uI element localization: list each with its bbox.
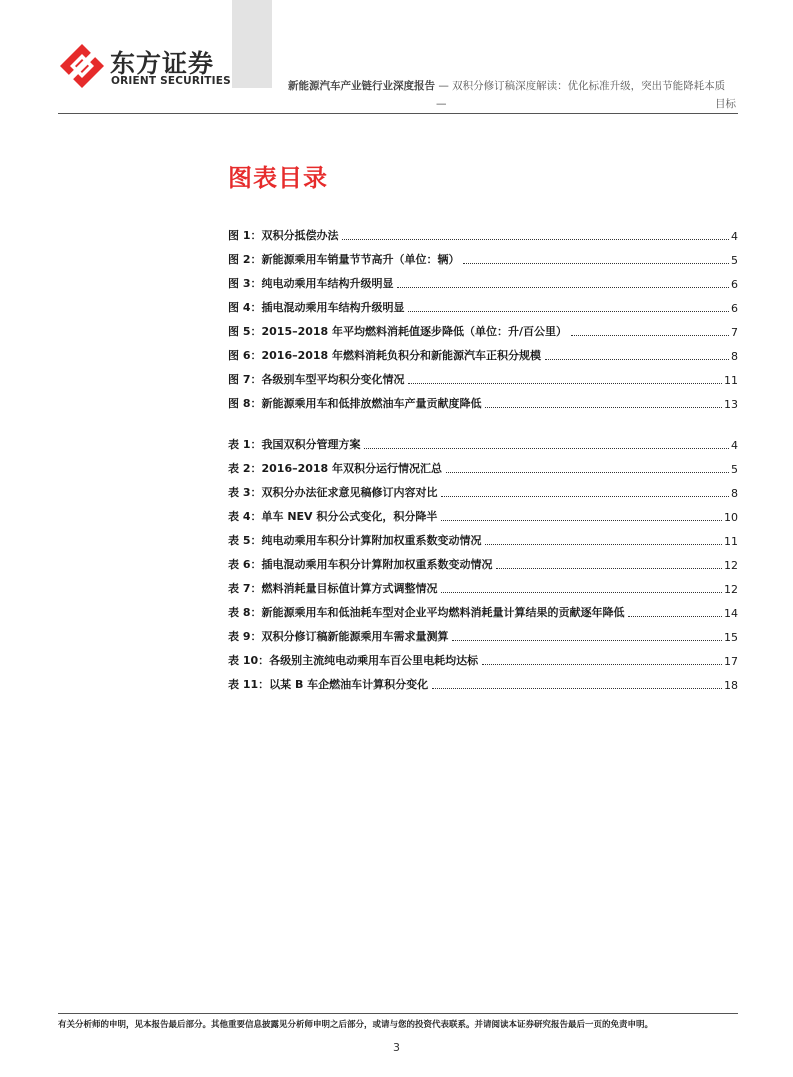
brand-name-en: ORIENT SECURITIES <box>111 75 231 87</box>
toc-entry[interactable] <box>228 267 738 291</box>
toc-dot-leader <box>485 406 722 408</box>
table-list <box>228 428 738 692</box>
report-subtitle-dash: — <box>436 98 447 110</box>
toc-dot-leader <box>446 471 729 473</box>
toc-dot-leader <box>397 286 729 288</box>
toc-entry-page: 5 <box>731 463 738 476</box>
toc-title: 图表目录 <box>228 164 328 192</box>
toc-entry-page: 14 <box>724 607 738 620</box>
toc-entry-page: 15 <box>724 631 738 644</box>
toc-entry-page: 17 <box>724 655 738 668</box>
toc-dot-leader <box>545 358 729 360</box>
toc-entry-label: 表 3：双积分办法征求意见稿修订内容对比 <box>228 486 438 499</box>
toc-entry-page: 11 <box>724 374 738 387</box>
toc-entry[interactable] <box>228 644 738 668</box>
footer-divider <box>58 1013 738 1014</box>
report-subtitle-tail: 目标 <box>715 98 736 110</box>
toc-entry[interactable] <box>228 428 738 452</box>
toc-entry-label: 表 10：各级别主流纯电动乘用车百公里电耗均达标 <box>228 654 479 667</box>
toc-entry[interactable] <box>228 387 738 411</box>
toc-entry-label: 表 8：新能源乘用车和低油耗车型对企业平均燃料消耗量计算结果的贡献逐年降低 <box>228 606 625 619</box>
toc-entry-label: 图 2：新能源乘用车销量节节高升（单位：辆） <box>228 253 460 266</box>
toc-dot-leader <box>482 663 722 665</box>
report-header-line2 <box>288 96 738 113</box>
toc-entry-label: 表 2：2016–2018 年双积分运行情况汇总 <box>228 462 443 475</box>
toc-entry[interactable] <box>228 572 738 596</box>
toc-entry-page: 12 <box>724 583 738 596</box>
toc-entry[interactable] <box>228 548 738 572</box>
toc-entry-label: 表 4：单车 NEV 积分公式变化，积分降半 <box>228 510 438 523</box>
toc-dot-leader <box>452 639 722 641</box>
toc-entry-page: 10 <box>724 511 738 524</box>
toc-entry[interactable] <box>228 339 738 363</box>
toc-entry[interactable] <box>228 243 738 267</box>
toc-entry[interactable] <box>228 452 738 476</box>
toc-entry-page: 8 <box>731 487 738 500</box>
toc-entry-label: 表 11：以某 B 车企燃油车计算积分变化 <box>228 678 429 691</box>
toc-entry-label: 表 6：插电混动乘用车积分计算附加权重系数变动情况 <box>228 558 493 571</box>
toc-dot-leader <box>441 591 722 593</box>
toc-entry[interactable] <box>228 219 738 243</box>
header-gray-strip <box>232 0 272 88</box>
toc-entry[interactable] <box>228 620 738 644</box>
toc-dot-leader <box>496 567 722 569</box>
toc-dot-leader <box>441 519 722 521</box>
toc-entry-label: 图 3：纯电动乘用车结构升级明显 <box>228 277 394 290</box>
brand-name-cn: 东方证券 <box>110 49 215 78</box>
toc-entry-page: 6 <box>731 278 738 291</box>
page-number: 3 <box>393 1041 400 1054</box>
toc-dot-leader <box>342 238 729 240</box>
report-type: 新能源汽车产业链行业深度报告 <box>288 80 435 92</box>
toc-entry-label: 表 1：我国双积分管理方案 <box>228 438 361 451</box>
toc-entry[interactable] <box>228 596 738 620</box>
brand-logo <box>58 42 238 92</box>
toc-dot-leader <box>408 310 729 312</box>
footer-disclaimer: 有关分析师的申明，见本报告最后部分。其他重要信息披露见分析师申明之后部分，或请与您的投资代表联系。并请阅读本证券研究报告最后一页的免责申明。 <box>58 1020 654 1030</box>
toc-entry-label: 表 9：双积分修订稿新能源乘用车需求量测算 <box>228 630 449 643</box>
report-subtitle: — 双积分修订稿深度解读：优化标准升级，突出节能降耗本质 <box>438 80 726 92</box>
toc-dot-leader <box>432 687 722 689</box>
toc-entry[interactable] <box>228 500 738 524</box>
toc-entry-page: 7 <box>731 326 738 339</box>
toc-dot-leader <box>441 495 729 497</box>
toc-entry[interactable] <box>228 315 738 339</box>
toc-dot-leader <box>408 382 722 384</box>
toc-entry-label: 图 4：插电混动乘用车结构升级明显 <box>228 301 405 314</box>
toc-dot-leader <box>485 543 722 545</box>
toc-entry-page: 5 <box>731 254 738 267</box>
toc-dot-leader <box>463 262 729 264</box>
toc-entry-label: 图 7：各级别车型平均积分变化情况 <box>228 373 405 386</box>
toc-entry[interactable] <box>228 668 738 692</box>
orient-logo-icon <box>58 42 106 90</box>
toc-entry-page: 18 <box>724 679 738 692</box>
toc-entry-page: 6 <box>731 302 738 315</box>
toc-entry-label: 图 8：新能源乘用车和低排放燃油车产量贡献度降低 <box>228 397 482 410</box>
toc-entry-page: 4 <box>731 230 738 243</box>
toc-dot-leader <box>364 447 729 449</box>
toc-entry[interactable] <box>228 524 738 548</box>
toc-entry[interactable] <box>228 291 738 315</box>
toc-entry-page: 12 <box>724 559 738 572</box>
toc-entry-page: 8 <box>731 350 738 363</box>
toc-entry-page: 13 <box>724 398 738 411</box>
report-header <box>288 78 738 95</box>
toc-entry-page: 11 <box>724 535 738 548</box>
toc-entry-label: 图 6：2016–2018 年燃料消耗负积分和新能源汽车正积分规模 <box>228 349 542 362</box>
toc-entry-label: 图 5：2015–2018 年平均燃料消耗值逐步降低（单位：升/百公里） <box>228 325 568 338</box>
toc-entry-page: 4 <box>731 439 738 452</box>
figure-list <box>228 219 738 411</box>
toc-dot-leader <box>628 615 722 617</box>
toc-entry[interactable] <box>228 476 738 500</box>
toc-entry-label: 图 1：双积分抵偿办法 <box>228 229 339 242</box>
toc-entry[interactable] <box>228 363 738 387</box>
toc-dot-leader <box>571 334 729 336</box>
header-divider <box>58 113 738 114</box>
toc-entry-label: 表 7：燃料消耗量目标值计算方式调整情况 <box>228 582 438 595</box>
toc-entry-label: 表 5：纯电动乘用车积分计算附加权重系数变动情况 <box>228 534 482 547</box>
